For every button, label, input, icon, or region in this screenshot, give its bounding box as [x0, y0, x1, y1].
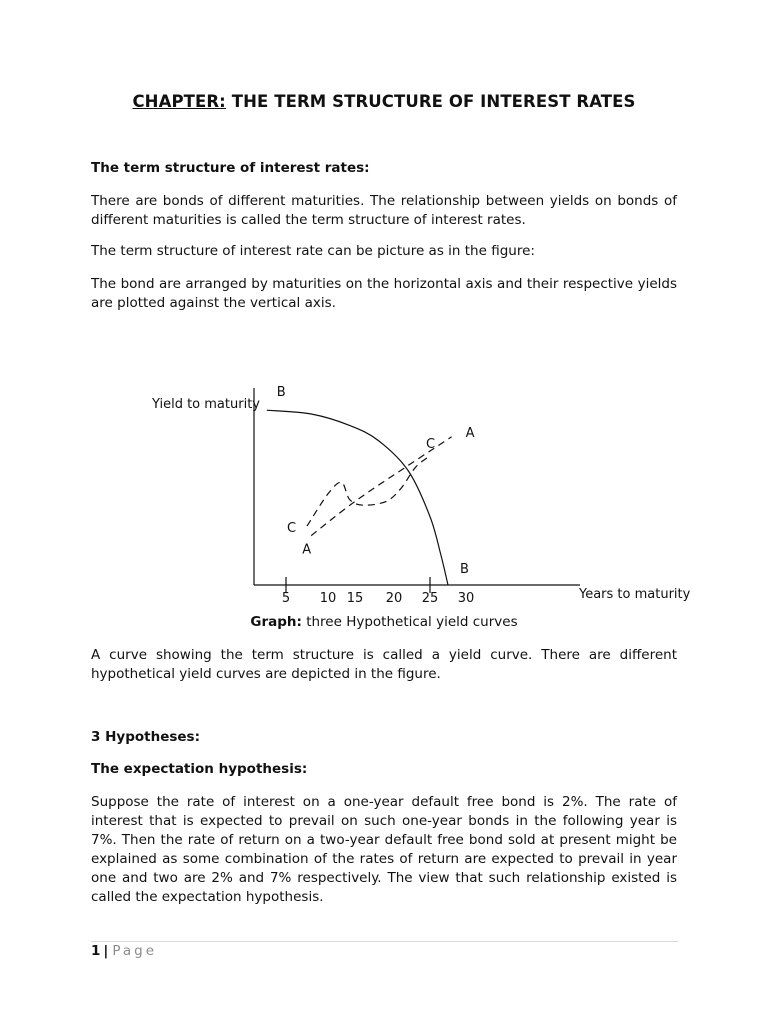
paragraph-yield-curve: A curve showing the term structure is called a yield curve. There are different hypothetical yield curves are depicted in the figure.	[91, 647, 677, 682]
yield-curve-C	[307, 456, 430, 526]
paragraph-term-structure-definition: There are bonds of different maturities. The relationship between yields on bonds of different maturities is called the term structure of interest rates.	[91, 193, 677, 228]
paragraph-figure-intro: The term structure of interest rate can be picture as in the figure:	[91, 243, 535, 259]
curve-label-start-B: B	[276, 385, 286, 401]
x-tick-label: 25	[421, 591, 439, 606]
page-title	[0, 92, 768, 111]
x-tick-label: 10	[319, 591, 337, 606]
y-axis-label: Yield to maturity	[152, 397, 260, 412]
paragraph-expectation-hypothesis: Suppose the rate of interest on a one-year default free bond is 2%. The rate of interest that is expected to prevail on such one-year bonds in the following year is 7%. Then the rate of return on a two-year default free bond sold at present might be explained as some combination of the rates of return are expected to prevail in year one and two are 2% and 7% respectively. The view that such relationship existed is called the expectation hypothesis.	[91, 794, 677, 905]
x-ticks	[282, 577, 474, 606]
graph-caption-label: Graph:	[250, 614, 302, 630]
page-word: Page	[112, 943, 158, 959]
section-heading-term-structure: The term structure of interest rates:	[91, 160, 370, 176]
yield-curves	[267, 410, 452, 585]
x-axis-label: Years to maturity	[579, 587, 691, 602]
page-footer	[91, 943, 157, 959]
x-tick-label: 20	[385, 591, 403, 606]
curve-label-start-C: C	[287, 521, 297, 537]
curve-label-end-A: A	[465, 425, 475, 441]
page-number: 1	[91, 943, 101, 959]
paragraph-axes-description: The bond are arranged by maturities on the horizontal axis and their respective yields are plotted against the vertical axis.	[91, 276, 677, 311]
graph-caption-title: three Hypothetical yield curves	[306, 614, 518, 630]
x-tick-label: 15	[346, 591, 364, 606]
yield-curve-chart	[0, 370, 768, 610]
curve-label-end-C: C	[426, 436, 436, 452]
graph-caption	[0, 614, 768, 630]
curve-label-end-B: B	[460, 562, 469, 577]
title-rest: THE TERM STRUCTURE OF INTEREST RATES	[225, 92, 636, 111]
x-tick-label: 30	[457, 591, 475, 606]
curve-labels	[277, 385, 475, 577]
title-prefix: CHAPTER:	[132, 92, 226, 111]
footer-divider	[91, 941, 678, 942]
page-separator: |	[103, 943, 109, 959]
curve-label-start-A: A	[302, 542, 312, 558]
section-heading-hypotheses: 3 Hypotheses:	[91, 729, 200, 745]
yield-curve-B	[267, 410, 448, 585]
x-tick-label: 5	[281, 591, 291, 606]
section-heading-expectation: The expectation hypothesis:	[91, 761, 308, 777]
